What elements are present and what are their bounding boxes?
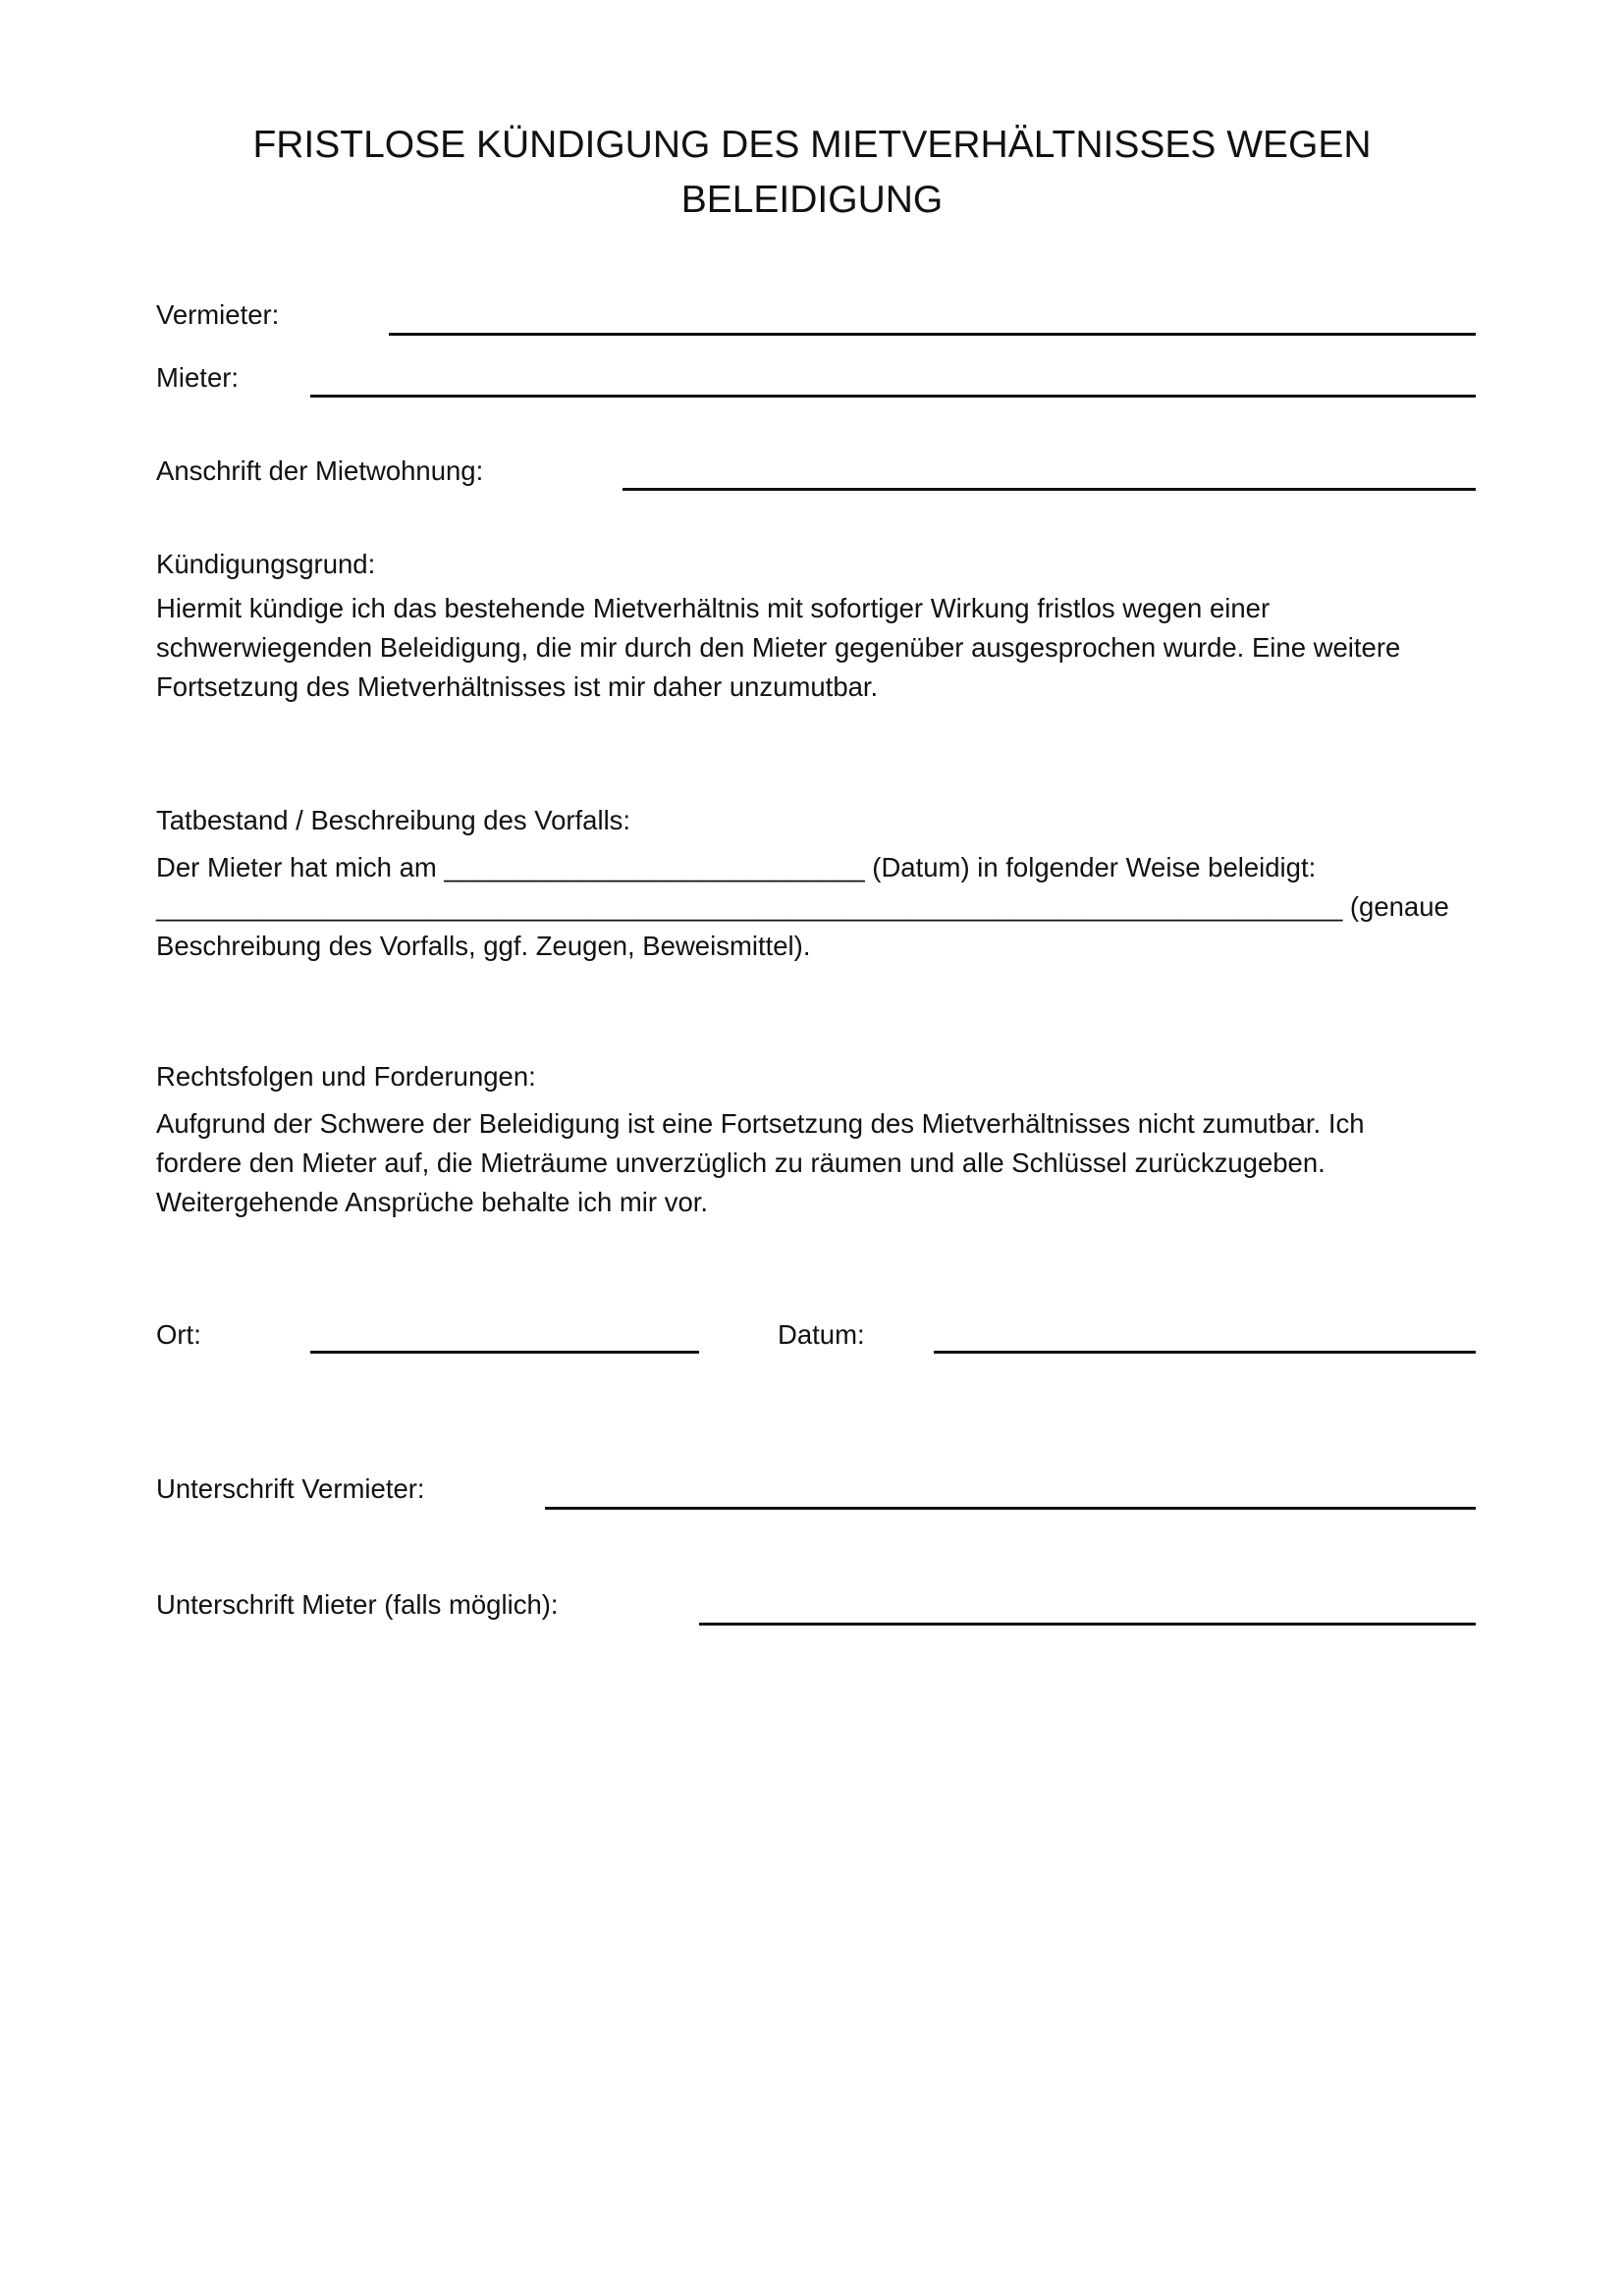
paragraph-line: Aufgrund der Schwere der Beleidigung ist eine Fortsetzung des Mietverhältnisses nicht zumutbar. Ich [156,1108,1365,1139]
incident-heading: Tatbestand / Beschreibung des Vorfalls: [156,805,631,835]
paragraph-line: Hiermit kündige ich das bestehende Mietverhältnis mit sofortiger Wirkung fristlos wegen einer [156,593,1271,623]
place-label: Ort: [156,1319,201,1350]
consequences-paragraph [156,1104,1365,1222]
paragraph-line: Beschreibung des Vorfalls, ggf. Zeugen, Beweismittel). [156,931,811,961]
document-title [0,118,1624,228]
tenant-signature-label: Unterschrift Mieter (falls möglich): [156,1589,559,1620]
tenant-blank-line [310,395,1476,398]
paragraph-line: Der Mieter hat mich am ____________________________ (Datum) in folgender Weise beleidigt: [156,852,1317,882]
tenant-signature-line [699,1623,1476,1626]
address-blank-line [623,488,1476,491]
termination-reason-heading: Kündigungsgrund: [156,549,376,579]
paragraph-line: fordere den Mieter auf, die Mieträume unverzüglich zu räumen und alle Schlüssel zurückzugeben. [156,1148,1326,1178]
landlord-signature-label: Unterschrift Vermieter: [156,1473,425,1504]
consequences-heading: Rechtsfolgen und Forderungen: [156,1061,536,1092]
paragraph-line: Fortsetzung des Mietverhältnisses ist mir daher unzumutbar. [156,671,879,702]
landlord-blank-line [389,333,1476,336]
paragraph-line: Weitergehende Ansprüche behalte ich mir vor. [156,1187,709,1217]
paragraph-line: schwerwiegenden Beleidigung, die mir durch den Mieter gegenüber ausgesprochen wurde. Eine weitere [156,632,1401,663]
tenant-label: Mieter: [156,362,240,393]
paragraph-line: _______________________________________________________________________________ (genaue [156,891,1449,922]
landlord-signature-line [545,1507,1476,1510]
address-label: Anschrift der Mietwohnung: [156,455,484,486]
date-blank-line [934,1351,1476,1354]
date-label: Datum: [778,1319,865,1350]
incident-paragraph [156,848,1449,966]
title-line: BELEIDIGUNG [680,179,944,221]
landlord-label: Vermieter: [156,299,280,330]
termination-reason-paragraph [156,589,1400,707]
place-blank-line [310,1351,699,1354]
title-line: FRISTLOSE KÜNDIGUNG DES MIETVERHÄLTNISSES WEGEN [252,124,1372,166]
